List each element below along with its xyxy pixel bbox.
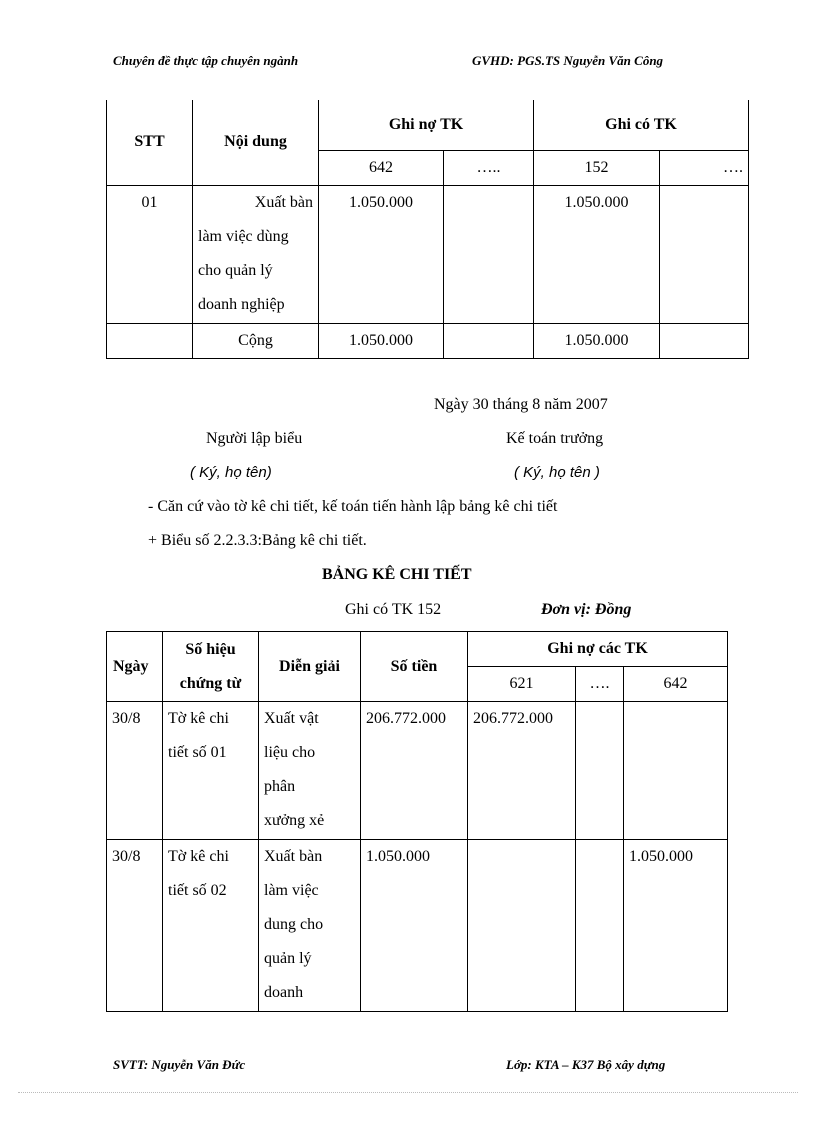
col-sohieu-line: chứng từ xyxy=(179,674,242,692)
sub-dots: …. xyxy=(660,150,749,185)
total-row xyxy=(107,323,749,358)
col-ghino-cac-tk: Ghi nợ các TK xyxy=(468,632,728,667)
col-sohieu xyxy=(163,632,259,702)
sign-right-sub: ( Ký, họ tên ) xyxy=(514,464,600,481)
cell-diengiai xyxy=(259,840,361,1012)
col-ngay: Ngày xyxy=(107,632,163,702)
chungtu-line: Tờ kê chi xyxy=(168,848,229,865)
sub-dots: …. xyxy=(576,667,624,702)
col-ghico: Ghi có TK xyxy=(534,100,749,150)
diengiai-line: phân xyxy=(264,778,296,795)
table-row xyxy=(107,840,728,1012)
chungtu-line: tiết số 02 xyxy=(168,882,227,899)
cell-ngay: 30/8 xyxy=(107,840,163,1012)
header-left: Chuyên đề thực tập chuyên ngành xyxy=(113,53,299,68)
cell-noidung xyxy=(193,185,319,323)
table-row xyxy=(107,702,728,840)
sign-right-title: Kế toán trưởng xyxy=(506,430,604,447)
cell-co: 1.050.000 xyxy=(534,185,660,323)
noidung-line: doanh nghiệp xyxy=(198,295,285,313)
col-stt: STT xyxy=(107,100,193,185)
sub-642: 642 xyxy=(319,150,444,185)
total-no: 1.050.000 xyxy=(319,323,444,358)
sub-dots: ….. xyxy=(444,150,534,185)
col-ghino: Ghi nợ TK xyxy=(319,100,534,150)
sub-621: 621 xyxy=(468,667,576,702)
table-detail xyxy=(106,631,728,1012)
cell-stt: 01 xyxy=(107,185,193,323)
noidung-line: làm việc dùng xyxy=(198,227,289,245)
footer-right: Lớp: KTA – K37 Bộ xây dựng xyxy=(506,1057,666,1072)
cell-diengiai xyxy=(259,702,361,840)
cell-empty xyxy=(576,702,624,840)
sub-642: 642 xyxy=(624,667,728,702)
cell-chungtu xyxy=(163,840,259,1012)
cell-tk621 xyxy=(468,840,576,1012)
chungtu-line: tiết số 01 xyxy=(168,744,227,761)
cell-sotien: 206.772.000 xyxy=(361,702,468,840)
diengiai-line: dung cho xyxy=(264,916,324,933)
sign-left-sub: ( Ký, họ tên) xyxy=(190,464,272,481)
table2-unit: Đơn vị: Đồng xyxy=(541,601,632,618)
page-bottom-divider xyxy=(18,1092,798,1093)
cell-chungtu xyxy=(163,702,259,840)
cell-empty xyxy=(444,323,534,358)
diengiai-line: xưởng xẻ xyxy=(264,812,325,829)
col-sohieu-line: Số hiệu xyxy=(185,640,236,658)
total-co: 1.050.000 xyxy=(534,323,660,358)
cell-tk621: 206.772.000 xyxy=(468,702,576,840)
table-row xyxy=(107,185,749,323)
col-diengiai: Diễn giải xyxy=(259,632,361,702)
cell-tk642: 1.050.000 xyxy=(624,840,728,1012)
footer-left: SVTT: Nguyễn Văn Đức xyxy=(113,1057,246,1072)
diengiai-line: doanh xyxy=(264,984,304,1001)
header-right: GVHD: PGS.TS Nguyễn Văn Công xyxy=(472,53,664,68)
table2-subtitle: Ghi có TK 152 xyxy=(345,601,442,618)
body-line-1: - Căn cứ vào tờ kê chi tiết, kế toán tiến hành lập bảng kê chi tiết xyxy=(148,498,558,515)
noidung-line: cho quản lý xyxy=(198,261,273,279)
table2-title: BẢNG KÊ CHI TIẾT xyxy=(322,566,472,583)
cell-ngay: 30/8 xyxy=(107,702,163,840)
diengiai-line: Xuất bàn xyxy=(264,848,323,865)
total-label: Cộng xyxy=(193,323,319,358)
col-sotien: Số tiền xyxy=(361,632,468,702)
diengiai-line: làm việc xyxy=(264,882,319,899)
diengiai-line: quản lý xyxy=(264,950,312,967)
cell-empty xyxy=(576,840,624,1012)
cell-empty xyxy=(107,323,193,358)
cell-empty xyxy=(660,323,749,358)
diengiai-line: liệu cho xyxy=(264,744,316,761)
diengiai-line: Xuất vật xyxy=(264,710,319,727)
sub-152: 152 xyxy=(534,150,660,185)
cell-no: 1.050.000 xyxy=(319,185,444,323)
col-noidung: Nội dung xyxy=(193,100,319,185)
noidung-line: Xuất bàn xyxy=(254,193,313,211)
cell-sotien: 1.050.000 xyxy=(361,840,468,1012)
chungtu-line: Tờ kê chi xyxy=(168,710,229,727)
cell-empty xyxy=(660,185,749,323)
cell-empty xyxy=(444,185,534,323)
cell-tk642 xyxy=(624,702,728,840)
table-journal xyxy=(106,100,749,359)
body-line-2: + Biểu số 2.2.3.3:Bảng kê chi tiết. xyxy=(148,532,367,549)
sign-date: Ngày 30 tháng 8 năm 2007 xyxy=(434,396,608,413)
sign-left-title: Người lập biểu xyxy=(206,430,303,447)
